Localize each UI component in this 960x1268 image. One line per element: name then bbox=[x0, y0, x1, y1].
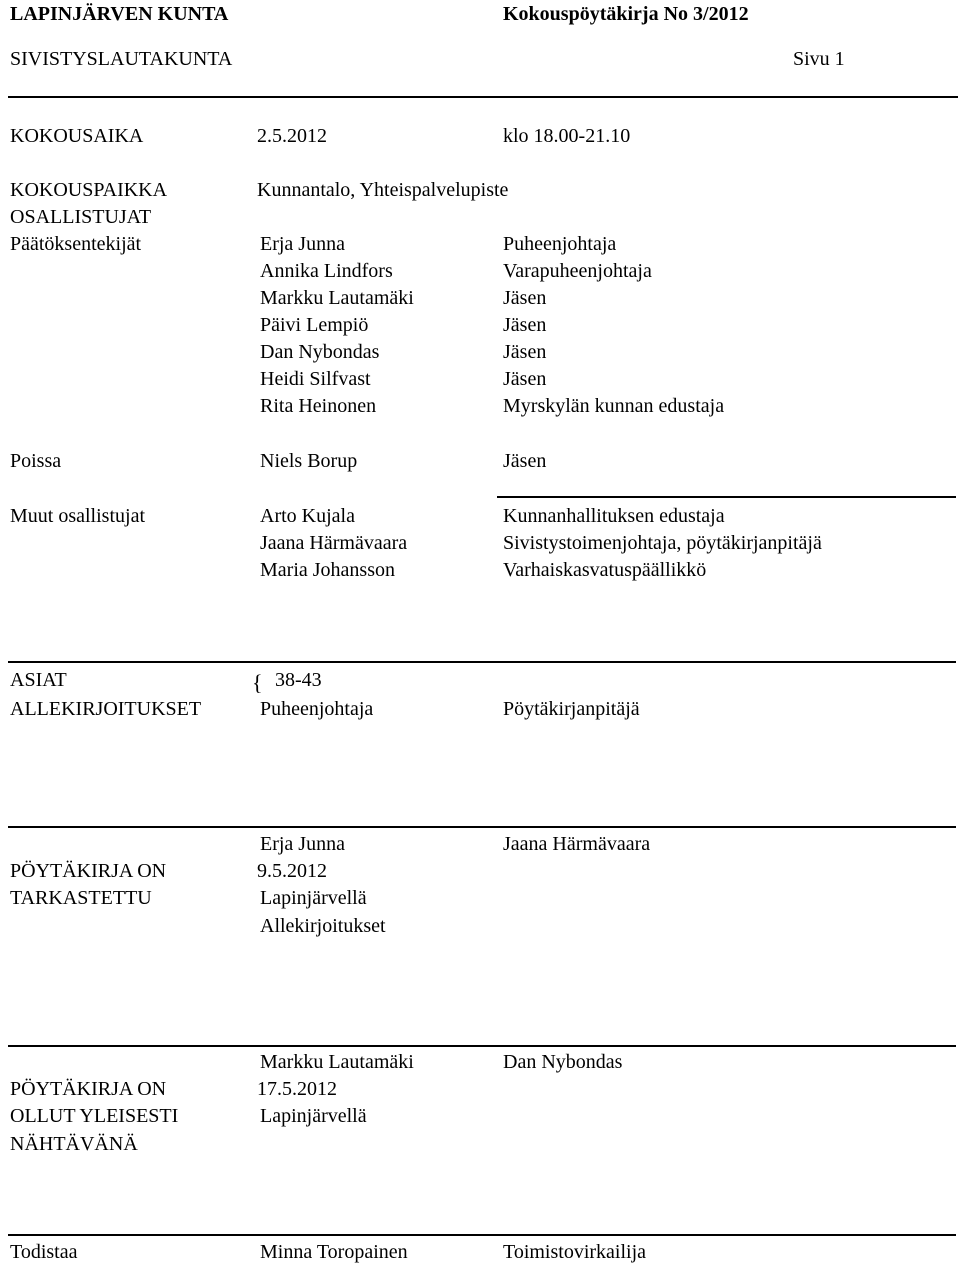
matters-bracket: { bbox=[252, 670, 263, 695]
other-participant-role: Kunnanhallituksen edustaja bbox=[503, 505, 725, 527]
participants-heading: OSALLISTUJAT bbox=[10, 206, 152, 228]
chair-title: Puheenjohtaja bbox=[260, 698, 374, 720]
decision-maker-role: Jäsen bbox=[503, 287, 547, 309]
meeting-place: Kunnantalo, Yhteispalvelupiste bbox=[257, 179, 509, 201]
chair-name: Erja Junna bbox=[260, 833, 345, 855]
other-participant-role: Sivistystoimenjohtaja, pöytäkirjanpitäjä bbox=[503, 532, 822, 554]
decision-maker-name: Dan Nybondas bbox=[260, 341, 380, 363]
checked-note: Allekirjoitukset bbox=[260, 915, 386, 937]
committee-name: SIVISTYSLAUTAKUNTA bbox=[10, 48, 233, 70]
checker-name: Dan Nybondas bbox=[503, 1051, 623, 1073]
checked-place: Lapinjärvellä bbox=[260, 887, 367, 909]
checkers-divider bbox=[8, 1045, 956, 1047]
certify-name: Minna Toropainen bbox=[260, 1241, 408, 1263]
checked-date: 9.5.2012 bbox=[257, 860, 327, 882]
public-label-line3: NÄHTÄVÄNÄ bbox=[10, 1133, 138, 1155]
public-place: Lapinjärvellä bbox=[260, 1105, 367, 1127]
decision-maker-name: Heidi Silfvast bbox=[260, 368, 371, 390]
matters-value: 38-43 bbox=[275, 669, 322, 691]
decision-maker-role: Jäsen bbox=[503, 314, 547, 336]
decision-maker-name: Rita Heinonen bbox=[260, 395, 377, 417]
certify-label: Todistaa bbox=[10, 1241, 78, 1263]
meeting-time-label: KOKOUSAIKA bbox=[10, 125, 144, 147]
decision-maker-role: Varapuheenjohtaja bbox=[503, 260, 652, 282]
decision-maker-name: Erja Junna bbox=[260, 233, 345, 255]
others-label: Muut osallistujat bbox=[10, 505, 145, 527]
decision-makers-label: Päätöksentekijät bbox=[10, 233, 142, 255]
secretary-title: Pöytäkirjanpitäjä bbox=[503, 698, 640, 720]
absent-role: Jäsen bbox=[503, 450, 547, 472]
page-number: Sivu 1 bbox=[793, 48, 845, 70]
decision-maker-role: Jäsen bbox=[503, 368, 547, 390]
other-participant-name: Arto Kujala bbox=[260, 505, 355, 527]
matters-divider bbox=[8, 661, 956, 663]
public-date: 17.5.2012 bbox=[257, 1078, 337, 1100]
matters-label: ASIAT bbox=[10, 669, 67, 691]
municipality-name: LAPINJÄRVEN KUNTA bbox=[10, 3, 229, 25]
decision-maker-name: Päivi Lempiö bbox=[260, 314, 369, 336]
public-label-line2: OLLUT YLEISESTI bbox=[10, 1105, 179, 1127]
absent-label: Poissa bbox=[10, 450, 62, 472]
certify-title: Toimistovirkailija bbox=[503, 1241, 647, 1263]
other-participant-name: Jaana Härmävaara bbox=[260, 532, 408, 554]
meeting-date: 2.5.2012 bbox=[257, 125, 327, 147]
absent-name: Niels Borup bbox=[260, 450, 358, 472]
others-divider bbox=[497, 496, 956, 498]
certify-divider bbox=[8, 1234, 956, 1236]
decision-maker-name: Annika Lindfors bbox=[260, 260, 393, 282]
decision-maker-name: Markku Lautamäki bbox=[260, 287, 414, 309]
checked-label-line1: PÖYTÄKIRJA ON bbox=[10, 860, 167, 882]
decision-maker-role: Myrskylän kunnan edustaja bbox=[503, 395, 725, 417]
meeting-time: klo 18.00-21.10 bbox=[503, 125, 631, 147]
protocol-title: Kokouspöytäkirja No 3/2012 bbox=[503, 3, 749, 25]
checker-name: Markku Lautamäki bbox=[260, 1051, 414, 1073]
signatures-label: ALLEKIRJOITUKSET bbox=[10, 698, 202, 720]
meeting-place-label: KOKOUSPAIKKA bbox=[10, 179, 168, 201]
header-divider bbox=[8, 96, 958, 98]
decision-maker-role: Jäsen bbox=[503, 341, 547, 363]
other-participant-name: Maria Johansson bbox=[260, 559, 395, 581]
public-label-line1: PÖYTÄKIRJA ON bbox=[10, 1078, 167, 1100]
decision-maker-role: Puheenjohtaja bbox=[503, 233, 617, 255]
secretary-name: Jaana Härmävaara bbox=[503, 833, 651, 855]
checked-label-line2: TARKASTETTU bbox=[10, 887, 152, 909]
other-participant-role: Varhaiskasvatuspäällikkö bbox=[503, 559, 707, 581]
signatures-divider bbox=[8, 826, 956, 828]
